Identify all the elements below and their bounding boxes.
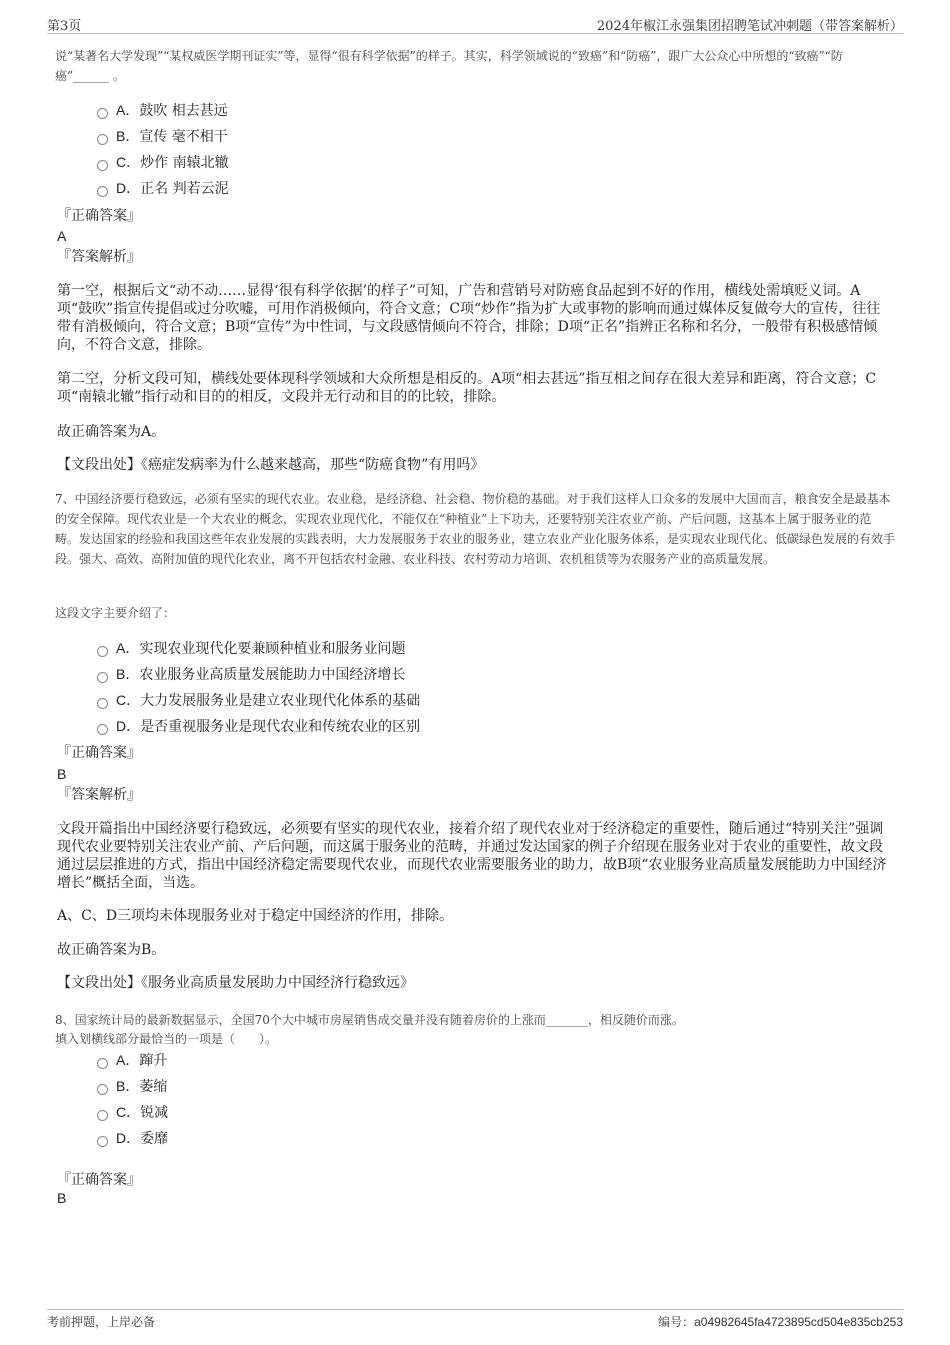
option-letter: D． xyxy=(116,718,141,734)
q6-analysis-p2: 第二空，分析文段可知，横线处要体现科学领域和大众所想是相反的。A项“相去甚远”指互相之间存在很大差异和距离，符合文意；C项“南辕北辙”指行动和目的的相反，文段并无行动和目的的比较，排除。 xyxy=(57,371,877,405)
radio-icon[interactable] xyxy=(97,1136,108,1147)
footer-divider xyxy=(47,1309,903,1310)
q7-analysis-p3: 故正确答案为B。 xyxy=(57,942,166,958)
option-text: 蹿升 xyxy=(139,1053,168,1069)
q7-option-c[interactable] xyxy=(97,687,420,713)
code-value: a04982645fa4723895cd504e835cb253 xyxy=(694,1315,903,1329)
option-text: 委靡 xyxy=(140,1131,169,1147)
option-text: 鼓吹 相去甚远 xyxy=(139,103,228,119)
q6-stem: 说“某著名大学发现”“某权威医学期刊证实”等，显得“很有科学依据”的样子。其实，科学领域说的“致癌”和“防癌”，跟广大公众心中所想的“致癌”“防癌”______ 。 xyxy=(55,49,843,83)
q6-options xyxy=(97,97,229,201)
q8-option-b[interactable] xyxy=(97,1073,168,1099)
q7-analysis-p2: A、C、D三项均未体现服务业对于稳定中国经济的作用，排除。 xyxy=(57,908,454,924)
radio-icon[interactable] xyxy=(97,186,108,197)
q7-option-b[interactable] xyxy=(97,661,420,687)
footer-slogan: 考前押题，上岸必备 xyxy=(47,1315,156,1329)
q7-answer-label: 『正确答案』 xyxy=(57,745,141,761)
header-divider xyxy=(47,33,903,34)
q7-question: 这段文字主要介绍了： xyxy=(55,606,176,620)
q6-option-b[interactable] xyxy=(97,123,229,149)
option-text: 大力发展服务业是建立农业现代化体系的基础 xyxy=(140,693,421,709)
option-text: 是否重视服务业是现代农业和传统农业的区别 xyxy=(140,719,421,735)
q8-option-d[interactable] xyxy=(97,1125,168,1151)
q7-analysis-p1: 文段开篇指出中国经济要行稳致远，必须要有坚实的现代农业，接着介绍了现代农业对于经济稳定的重要性，随后通过“特别关注”强调现代农业要特别关注农业产前、产后问题，而这属于服务业的范畴，并通过发达国家的例子介绍现在服务业对于农业的重要性，故文段通过层层推进的方式，指出中国经济稳定需要现代农业，而现代农业需要服务业的助力，故B项“农业服务业高质量发展能助力中国经济增长”概括全面，当选。 xyxy=(57,821,887,891)
option-text: 锐减 xyxy=(140,1105,169,1121)
q7-option-a[interactable] xyxy=(97,635,420,661)
q6-analysis-p3: 故正确答案为A。 xyxy=(57,424,166,440)
q8-option-a[interactable] xyxy=(97,1047,168,1073)
option-text: 正名 判若云泥 xyxy=(140,181,229,197)
radio-icon[interactable] xyxy=(97,134,108,145)
q6-source: 【文段出处】《癌症发病率为什么越来越高，那些“防癌食物”有用吗》 xyxy=(57,457,485,473)
option-text: 炒作 南辕北辙 xyxy=(140,155,229,171)
q8-option-c[interactable] xyxy=(97,1099,168,1125)
option-letter: A． xyxy=(116,102,140,118)
document-title: 2024年椒江永强集团招聘笔试冲刺题（带答案解析） xyxy=(596,19,903,34)
option-text: 实现农业现代化要兼顾种植业和服务业问题 xyxy=(139,641,406,657)
radio-icon[interactable] xyxy=(97,160,108,171)
option-letter: C． xyxy=(116,692,141,708)
q8-answer: B xyxy=(57,1190,67,1206)
q6-analysis-p1: 第一空，根据后文“动不动……显得‘很有科学依据’的样子”可知，广告和营销号对防癌食品起到不好的作用，横线处需填贬义词。A项“鼓吹”指宣传提倡或过分吹嘘，可用作消极倾向，符合文意；C项“炒作”指为扩大或事物的影响而通过媒体反复做夸大的宣传，往往带有消极倾向，符合文意；B项“宣传”为中性词，与文段感情倾向不符合，排除；D项“正名”指辨正名称和名分，一般带有积极感情倾向，不符合文意，排除。 xyxy=(57,283,881,353)
option-letter: A． xyxy=(116,640,140,656)
document-code xyxy=(658,1313,903,1330)
q8-answer-label: 『正确答案』 xyxy=(57,1172,141,1188)
code-label: 编号： xyxy=(658,1315,695,1329)
q7-analysis-label: 『答案解析』 xyxy=(57,787,141,803)
radio-icon[interactable] xyxy=(97,724,108,735)
q8-question: 填入划横线部分最恰当的一项是（ ）。 xyxy=(55,1032,278,1046)
radio-icon[interactable] xyxy=(97,108,108,119)
radio-icon[interactable] xyxy=(97,672,108,683)
q6-answer-label: 『正确答案』 xyxy=(57,208,141,224)
q8-stem: 8、国家统计局的最新数据显示，全国70个大中城市房屋销售成交量并没有随着房价的上涨而_______，相反随价而涨。 xyxy=(55,1013,684,1027)
option-letter: D． xyxy=(116,1130,141,1146)
option-letter: C． xyxy=(116,1104,141,1120)
option-letter: D． xyxy=(116,180,141,196)
page-number: 第3页 xyxy=(47,19,82,34)
q6-answer: A xyxy=(57,228,67,244)
option-text: 宣传 毫不相干 xyxy=(139,129,228,145)
radio-icon[interactable] xyxy=(97,646,108,657)
q6-option-d[interactable] xyxy=(97,175,229,201)
option-letter: B． xyxy=(116,128,140,144)
option-letter: B． xyxy=(116,666,140,682)
q7-option-d[interactable] xyxy=(97,713,420,739)
q6-analysis-label: 『答案解析』 xyxy=(57,249,141,265)
option-text: 萎缩 xyxy=(139,1079,168,1095)
radio-icon[interactable] xyxy=(97,1058,108,1069)
radio-icon[interactable] xyxy=(97,1084,108,1095)
q7-options xyxy=(97,635,420,739)
option-letter: C． xyxy=(116,154,141,170)
option-text: 农业服务业高质量发展能助力中国经济增长 xyxy=(139,667,406,683)
q7-source: 【文段出处】《服务业高质量发展助力中国经济行稳致远》 xyxy=(57,975,414,991)
q7-answer: B xyxy=(57,766,67,782)
q6-option-a[interactable] xyxy=(97,97,229,123)
option-letter: B． xyxy=(116,1078,140,1094)
option-letter: A． xyxy=(116,1052,140,1068)
radio-icon[interactable] xyxy=(97,698,108,709)
q7-stem: 7、中国经济要行稳致远，必须有坚实的现代农业。农业稳，是经济稳、社会稳、物价稳的基础。对于我们这样人口众多的发展中大国而言，粮食安全是最基本的安全保障。现代农业是一个大农业的概念，实现农业现代化，不能仅在“种植业”上下功夫，还要特别关注农业产前、产后问题，这基本上属于服务业的范畴。发达国家的经验和我国这些年农业发展的实践表明，大力发展服务于农业的服务业，建立农业产业化服务体系，是实现农业现代化、低碳绿色发展的有效手段。强大、高效、高附加值的现代化农业，离不开包括农村金融、农业科技、农村劳动力培训、农机租赁等为农服务产业的高质量发展。 xyxy=(55,492,896,566)
q8-options xyxy=(97,1047,168,1151)
q6-option-c[interactable] xyxy=(97,149,229,175)
radio-icon[interactable] xyxy=(97,1110,108,1121)
